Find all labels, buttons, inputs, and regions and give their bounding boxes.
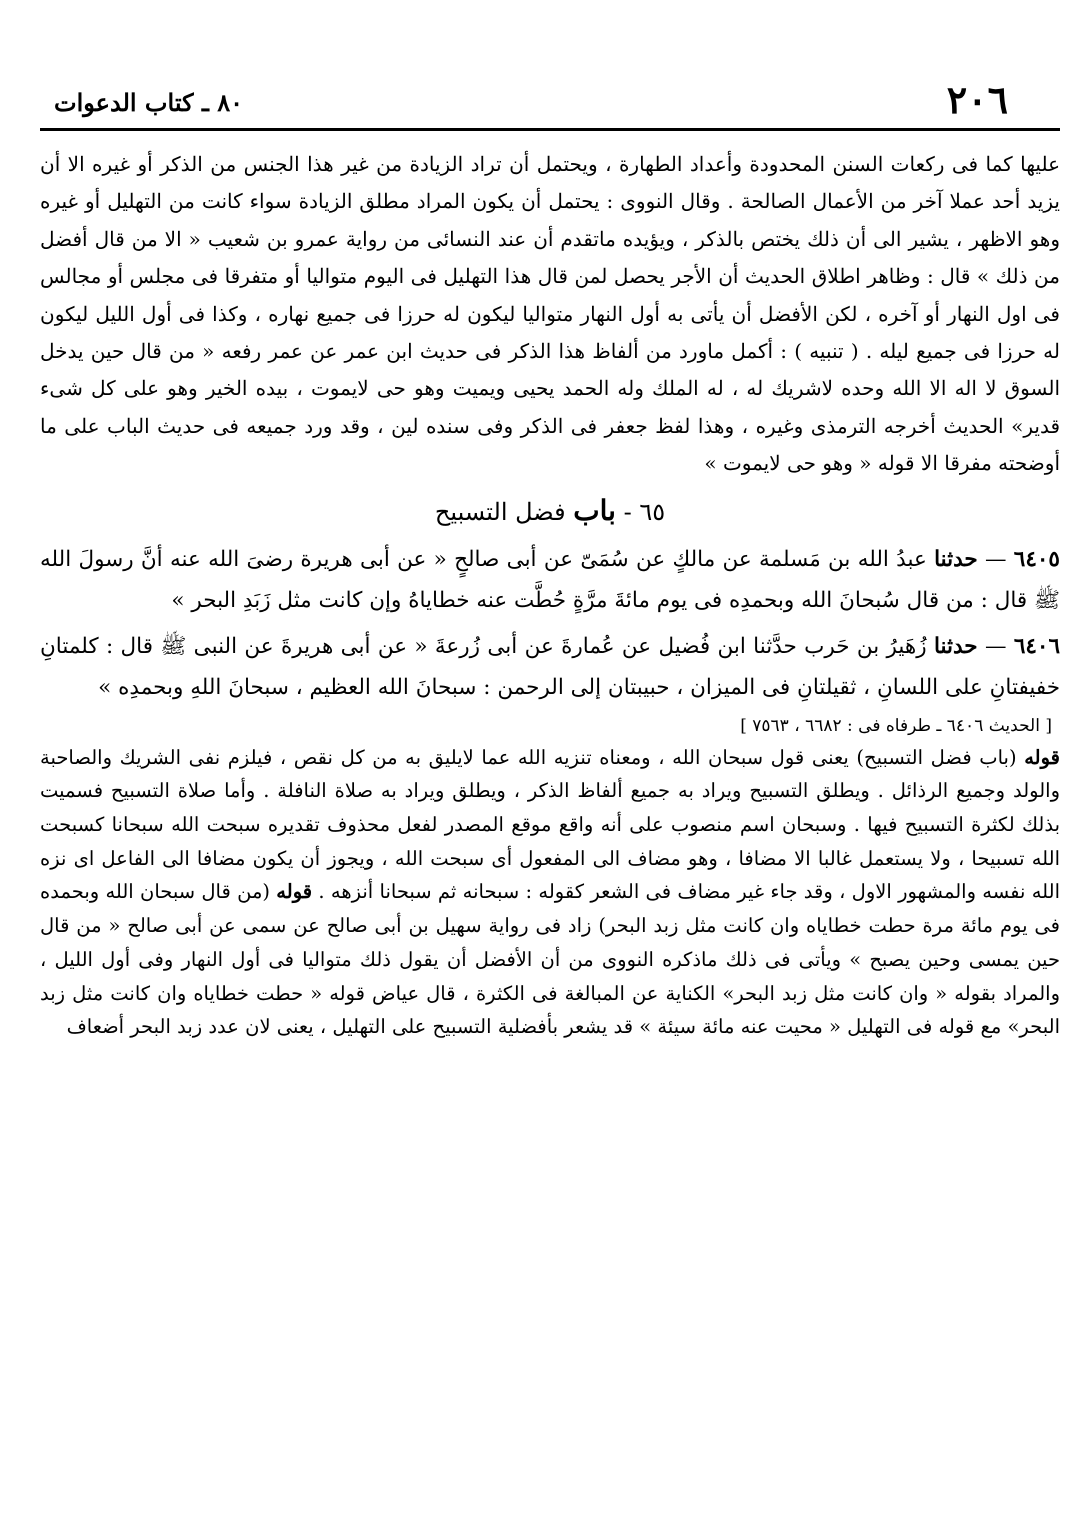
sharh-label: قوله	[1024, 745, 1060, 769]
hadith-entry	[40, 626, 1060, 709]
hadith-dash: —	[984, 633, 1007, 659]
hadith-opening: حدثنا	[933, 633, 978, 659]
sharh-text: (باب فضل التسبيح) يعنى قول سبحان الله ، ومعناه تنزيه الله عما لايليق به من كل نقص ، فيلزم نفى الشريك والصاحبة والولد وجميع الرذائل . ويطلق التسبيح ويراد به جميع ألفاظ الذكر ، ويطلق ويراد به صلاة النافلة . وأما صلاة التسبيح فسميت بذلك لكثرة التسبيح فيها . وسبحان اسم منصوب على أنه واقع موقع المصدر لفعل محذوف تقديره سبحت الله سبحانا كسبحت الله تسبيحا ، ولا يستعمل غالبا الا مضافا ، وهو مضاف الى المفعول أى سبحت الله ، ويجوز أن يكون مضافا الى الفاعل اى نزه الله نفسه والمشهور الاول ، وقد جاء غير مضاف فى الشعر كقوله : سبحانه ثم سبحانا أنزهه .	[40, 745, 1060, 904]
sharh-text: (من قال سبحان الله وبحمده فى يوم مائة مرة حطت خطاياه وان كانت مثل زبد البحر) زاد فى رواية سهيل بن أبى صالح عن سمى عن أبى صالح « من قال حين يمسى وحين يصبح » ويأتى فى ذلك ماذكره النووى من أن الأفضل أن يقول ذلك متواليا فى أول النهار وفى أول الليل ، والمراد بقوله « وان كانت مثل زبد البحر» الكناية عن المبالغة فى الكثرة ، قال عياض قوله « حطت خطاياه وان كانت مثل زبد البحر» مع قوله فى التهليل « محيت عنه مائة سيئة » قد يشعر بأفضلية التسبيح على التهليل ، يعنى لان عدد زبد البحر أضعاف	[40, 880, 1060, 1039]
hadith-text: عبدُ الله بن مَسلمة عن مالكٍ عن سُمَىّ عن أبى صالحٍ « عن أبى هريرة رضىَ الله عنه أنَّ رسولَ الله ﷺ قال : من قال سُبحانَ الله وبحمدِه فى يوم مائةَ مرَّةٍ حُطَّت عنه خطاياهُ وإن كانت مثل زَبَدِ البحر »	[40, 546, 1060, 614]
commentary-paragraph: عليها كما فى ركعات السنن المحدودة وأعداد الطهارة ، ويحتمل أن تراد الزيادة من غير هذا الجنس من الذكر أو غيره الا أن يزيد أحد عملا آخر من الأعمال الصالحة . وقال النووى : يحتمل أن يكون المراد مطلق الزيادة سواء كانت من التهليل أو غيره وهو الاظهر ، يشير الى أن ذلك يختص بالذكر ، ويؤيده ماتقدم أن عند النسائى من رواية عمرو بن شعيب « الا من قال أفضل من ذلك » قال : وظاهر اطلاق الحديث أن الأجر يحصل لمن قال هذا التهليل فى اليوم متواليا أو متفرقا فى مجلس أو مجالس فى اول النهار أو آخره ، لكن الأفضل أن يأتى به أول النهار متواليا ليكون له حرزا فى جميع نهاره ، وكذا فى أول الليل ليكون له حرزا فى جميع ليله . ( تنبيه ) : أكمل ماورد من ألفاظ هذا الذكر فى حديث ابن عمر عن عمر رفعه « من قال حين يدخل السوق لا اله الا الله وحده لاشريك له ، له الملك وله الحمد يحيى ويميت وهو حى لايموت ، بيده الخير وهو على كل شىء قدير» الحديث أخرجه الترمذى وغيره ، وهذا لفظ جعفر فى الذكر وفى سنده لين ، وقد ورد جميعه فى حديث الباب على ما أوضحته مفرقا الا قوله « وهو حى لايموت »	[40, 152, 1060, 476]
hadith-crossref: [ الحديث ٦٤٠٦ ـ طرفاه فى : ٦٦٨٢ ، ٧٥٦٣ ]	[740, 715, 1052, 736]
hadith-number: ٦٤٠٥	[1013, 546, 1060, 572]
hadith-entry	[40, 539, 1060, 622]
document-page	[40, 77, 1061, 1528]
page-number: ٢٠٦	[946, 77, 1008, 122]
running-title: ٨٠ ـ كتاب الدعوات	[54, 88, 244, 117]
chapter-title: فضل التسبيح	[434, 497, 566, 526]
hadith-dash: —	[984, 546, 1007, 572]
page-header	[40, 77, 1060, 130]
chapter-number: ٦٥	[639, 497, 666, 526]
hadith-number: ٦٤٠٦	[1013, 633, 1061, 659]
chapter-heading	[40, 493, 1060, 527]
hadith-opening: حدثنا	[934, 546, 978, 572]
header-rule	[40, 128, 1060, 131]
hadith-text: زُهَيرُ بن حَرب حدَّثنا ابن فُضيل عن عُمارةَ عن أبى زُرعةَ « عن أبى هريرةَ عن النبى ﷺ قال : كلمتانِ خفيفتانِ على اللسانِ ، ثقيلتانِ فى الميزان ، حبيبتان إلى الرحمن : سبحانَ الله العظيم ، سبحانَ اللهِ وبحمدِه »	[40, 633, 1060, 701]
page-body	[40, 146, 1060, 1044]
chapter-bab-word: باب	[573, 493, 616, 527]
sharh-paragraph	[40, 741, 1060, 1044]
sharh-label: قوله	[276, 880, 313, 904]
chapter-dash: -	[623, 497, 632, 526]
